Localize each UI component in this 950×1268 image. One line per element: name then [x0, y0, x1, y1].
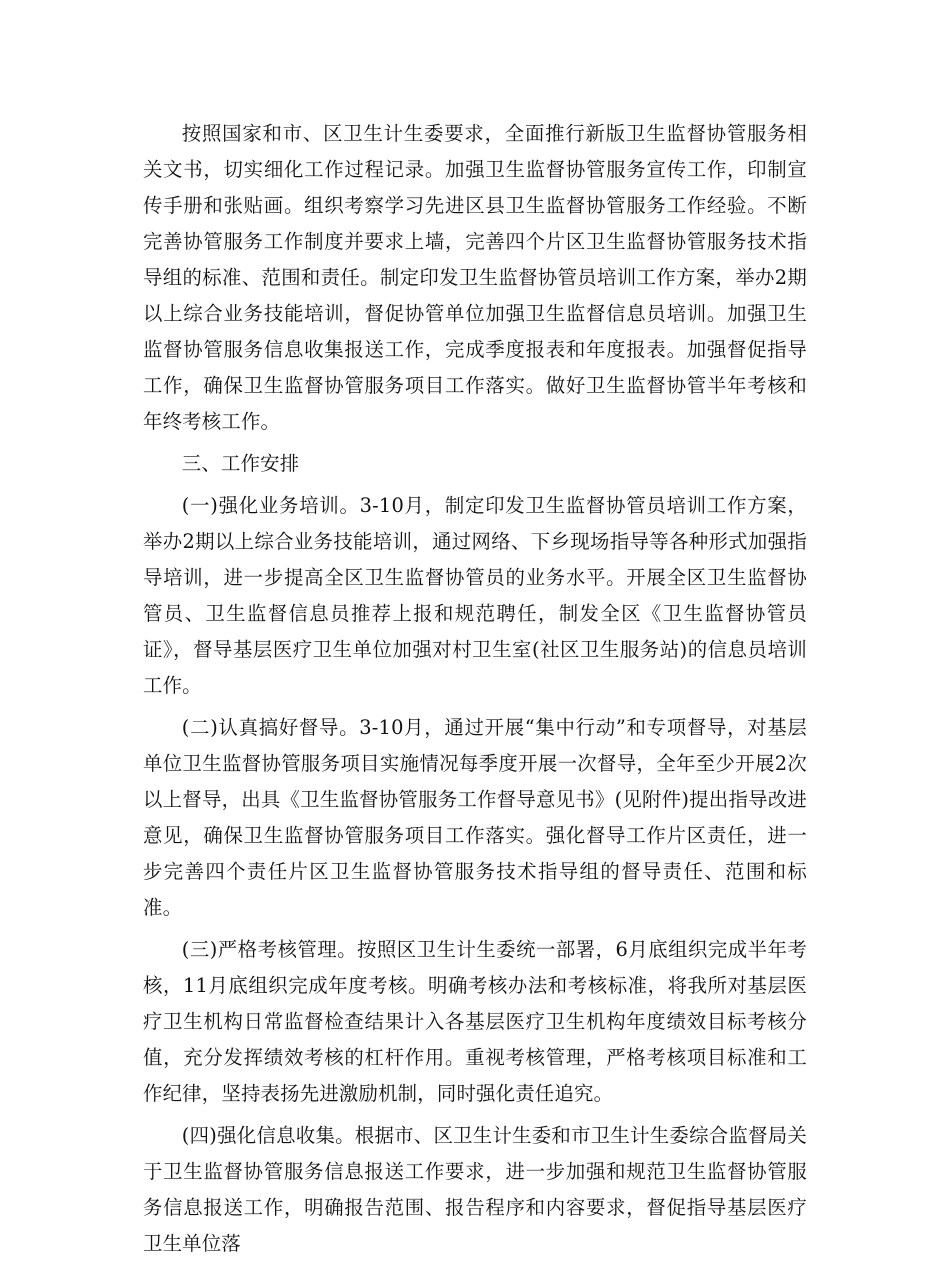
- document-body: [143, 116, 807, 1268]
- section-heading-work-arrangement: 三、工作安排: [181, 452, 300, 475]
- paragraph-training: (一)强化业务培训。3-10月，制定印发卫生监督协管员培训工作方案，举办2期以上综合业务技能培训，通过网络、下乡现场指导等各种形式加强指导培训，进一步提高全区卫生监督协管员的业务水平。开展全区卫生监督协管员、卫生监督信息员推荐上报和规范聘任，制发全区《卫生监督协管员证》，督导基层医疗卫生单位加强对村卫生室(社区卫生服务站)的信息员培训工作。: [143, 494, 807, 697]
- paragraph-assessment: (三)严格考核管理。按照区卫生计生委统一部署，6月底组织完成半年考核，11月底组织完成年度考核。明确考核办法和考核标准，将我所对基层医疗卫生机构日常监督检查结果计入各基层医疗卫生机构年度绩效目标考核分值，充分发挥绩效考核的杠杆作用。重视考核管理，严格考核项目标准和工作纪律，坚持表扬先进激励机制，同时强化责任追究。: [143, 938, 807, 1105]
- paragraph-intro: 按照国家和市、区卫生计生委要求，全面推行新版卫生监督协管服务相关文书，切实细化工作过程记录。加强卫生监督协管服务宣传工作，印制宣传手册和张贴画。组织考察学习先进区县卫生监督协管服务工作经验。不断完善协管服务工作制度并要求上墙，完善四个片区卫生监督协管服务技术指导组的标准、范围和责任。制定印发卫生监督协管员培训工作方案，举办2期以上综合业务技能培训，督促协管单位加强卫生监督信息员培训。加强卫生监督协管服务信息收集报送工作，完成季度报表和年度报表。加强督促指导工作，确保卫生监督协管服务项目工作落实。做好卫生监督协管半年考核和年终考核工作。: [143, 122, 807, 433]
- paragraph-supervision: (二)认真搞好督导。3-10月，通过开展“集中行动”和专项督导，对基层单位卫生监督协管服务项目实施情况每季度开展一次督导，全年至少开展2次以上督导，出具《卫生监督协管服务工作督导意见书》(见附件)提出指导改进意见，确保卫生监督协管服务项目工作落实。强化督导工作片区责任，进一步完善四个责任片区卫生监督协管服务技术指导组的督导责任、范围和标准。: [143, 716, 807, 919]
- paragraph-information: (四)强化信息收集。根据市、区卫生计生委和市卫生计生委综合监督局关于卫生监督协管服务信息报送工作要求，进一步加强和规范卫生监督协管服务信息报送工作，明确报告范围、报告程序和内容要求，督促指导基层医疗卫生单位落: [143, 1124, 807, 1255]
